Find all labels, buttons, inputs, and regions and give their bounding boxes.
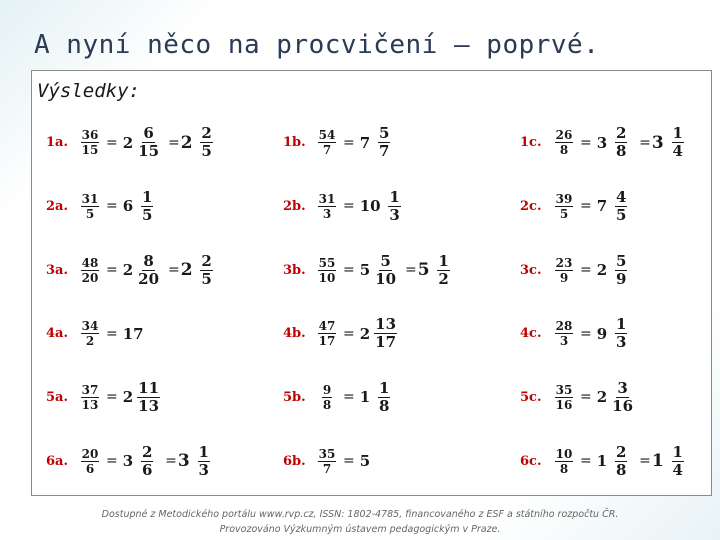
simplified-fraction (434, 253, 454, 288)
start-fraction-denominator: 3 (322, 206, 332, 221)
start-fraction-numerator: 34 (81, 319, 99, 334)
mixed-number-whole: 5 (359, 261, 371, 280)
equals-sign: = (106, 198, 118, 215)
mixed-number-whole: 1 (359, 388, 371, 407)
equals-sign: = (580, 325, 592, 342)
exercise-cell (32, 111, 269, 175)
exercise-label: 3c. (520, 262, 542, 278)
start-fraction-numerator: 47 (318, 319, 336, 334)
mixed-number-whole: 10 (359, 197, 381, 216)
start-fraction-denominator: 9 (559, 270, 569, 285)
start-fraction-denominator: 7 (322, 461, 332, 476)
mixed-number-whole: 2 (596, 261, 608, 280)
mixed-number-fraction (137, 189, 157, 224)
exercise-label: 1b. (283, 135, 306, 151)
mixed-number-whole: 9 (596, 324, 608, 343)
mixed-number-fraction-denominator: 3 (615, 333, 627, 352)
start-fraction-denominator: 7 (322, 143, 332, 158)
mixed-number-fraction-denominator: 8 (378, 396, 390, 415)
mixed-number-fraction (374, 316, 397, 351)
start-fraction-denominator: 6 (85, 461, 95, 476)
results-panel (31, 70, 712, 496)
simplified-fraction (668, 125, 688, 160)
simplified-fraction-denominator: 2 (438, 269, 449, 288)
start-fraction (316, 447, 338, 476)
equals-sign: = (639, 453, 651, 470)
simplified-whole: 5 (417, 260, 430, 281)
equals-sign: = (580, 389, 592, 406)
mixed-number-fraction-denominator: 17 (375, 333, 397, 352)
equals-sign: = (343, 325, 355, 342)
simplified-whole: 1 (651, 451, 664, 472)
mixed-number-fraction-numerator: 6 (143, 124, 154, 143)
mixed-number-whole: 2 (122, 261, 134, 280)
simplified-fraction (668, 444, 688, 479)
mixed-number-fraction (137, 444, 157, 479)
start-fraction-numerator: 39 (555, 191, 573, 206)
start-fraction (79, 192, 101, 221)
exercise-grid (32, 111, 713, 493)
simplified-fraction-denominator: 4 (672, 460, 683, 479)
simplified-whole: 2 (180, 132, 193, 153)
start-fraction (316, 319, 338, 348)
mixed-number-fraction (611, 253, 631, 288)
start-fraction (316, 192, 338, 221)
simplified-fraction-numerator: 1 (672, 124, 683, 143)
mixed-number-whole: 5 (359, 452, 371, 471)
start-fraction (316, 256, 338, 285)
simplified-fraction-denominator: 3 (198, 460, 209, 479)
equals-sign: = (343, 453, 355, 470)
exercise-cell (269, 302, 506, 366)
start-fraction-denominator: 8 (559, 461, 569, 476)
footer (0, 507, 720, 537)
exercise-cell (506, 429, 713, 493)
simplified-whole: 3 (177, 451, 190, 472)
exercise-label: 5b. (283, 389, 306, 405)
exercise-label: 4c. (520, 326, 542, 342)
simplified-fraction-numerator: 1 (438, 251, 449, 270)
mixed-number-fraction-denominator: 8 (615, 142, 627, 161)
mixed-number-fraction-denominator: 5 (615, 205, 627, 224)
start-fraction (79, 383, 101, 412)
mixed-number-fraction-denominator: 13 (138, 396, 160, 415)
mixed-number-fraction-denominator: 20 (138, 269, 160, 288)
mixed-number-whole: 2 (596, 388, 608, 407)
start-fraction-numerator: 31 (318, 191, 336, 206)
mixed-number-whole: 7 (359, 133, 371, 152)
equals-sign: = (580, 262, 592, 279)
mixed-number-fraction-numerator: 1 (141, 187, 153, 206)
exercise-cell (32, 302, 269, 366)
simplified-fraction-numerator: 1 (672, 442, 683, 461)
exercise-cell (269, 429, 506, 493)
equals-sign: = (343, 134, 355, 151)
mixed-number-whole: 3 (596, 133, 608, 152)
mixed-number-fraction (137, 380, 160, 415)
mixed-number-fraction-denominator: 10 (375, 269, 397, 288)
equals-sign: = (106, 325, 118, 342)
mixed-number-fraction-numerator: 2 (615, 442, 627, 461)
simplified-fraction-denominator: 5 (201, 269, 212, 288)
mixed-number-fraction-numerator: 4 (615, 187, 627, 206)
mixed-number-fraction (611, 380, 634, 415)
mixed-number-whole: 17 (122, 324, 144, 343)
equals-sign: = (580, 134, 592, 151)
mixed-number-fraction-numerator: 3 (617, 378, 628, 397)
equals-sign: = (580, 198, 592, 215)
start-fraction-denominator: 5 (559, 206, 569, 221)
mixed-number-fraction-denominator: 5 (141, 205, 153, 224)
mixed-number-fraction-denominator: 15 (138, 142, 160, 161)
start-fraction-numerator: 35 (318, 446, 336, 461)
start-fraction-numerator: 28 (555, 319, 573, 334)
start-fraction-numerator: 10 (555, 446, 573, 461)
slide-title: A nyní něco na procvičení – poprvé. (34, 30, 600, 60)
mixed-number-fraction (374, 253, 397, 288)
exercise-cell (269, 238, 506, 302)
simplified-fraction (197, 253, 217, 288)
mixed-number-whole: 2 (122, 388, 134, 407)
start-fraction (79, 128, 101, 157)
equals-sign: = (580, 453, 592, 470)
exercise-label: 6c. (520, 453, 542, 469)
mixed-number-whole: 1 (596, 452, 608, 471)
exercise-label: 6b. (283, 453, 306, 469)
start-fraction-denominator: 16 (555, 397, 573, 412)
mixed-number-fraction-denominator: 9 (615, 269, 627, 288)
exercise-cell (506, 111, 713, 175)
exercise-label: 6a. (46, 453, 68, 469)
mixed-number-fraction (611, 189, 631, 224)
start-fraction-numerator: 35 (555, 382, 573, 397)
exercise-cell (269, 175, 506, 239)
equals-sign: = (106, 134, 118, 151)
start-fraction-numerator: 36 (81, 128, 99, 143)
mixed-number-fraction-numerator: 1 (389, 187, 400, 206)
mixed-number-fraction (374, 380, 394, 415)
exercise-label: 1a. (46, 135, 68, 151)
footer-line-1: Dostupné z Metodického portálu www.rvp.cz, ISSN: 1802-4785, financovaného z ESF a státního rozpočtu ČR. (101, 509, 619, 520)
start-fraction-denominator: 8 (559, 143, 569, 158)
mixed-number-fraction (385, 189, 405, 224)
start-fraction-numerator: 23 (555, 255, 573, 270)
start-fraction-denominator: 3 (559, 334, 569, 349)
start-fraction-denominator: 10 (318, 270, 336, 285)
exercise-cell (506, 238, 713, 302)
start-fraction (553, 192, 575, 221)
mixed-number-fraction-denominator: 6 (141, 460, 153, 479)
start-fraction-numerator: 9 (322, 382, 332, 397)
start-fraction-numerator: 31 (81, 191, 99, 206)
start-fraction-denominator: 5 (85, 206, 95, 221)
mixed-number-fraction-numerator: 1 (378, 378, 390, 397)
exercise-label: 2b. (283, 198, 306, 214)
mixed-number-fraction-numerator: 11 (138, 378, 160, 397)
start-fraction (316, 383, 338, 412)
simplified-whole: 3 (651, 132, 664, 153)
start-fraction (79, 319, 101, 348)
mixed-number-fraction (611, 316, 631, 351)
exercise-label: 5c. (520, 389, 542, 405)
mixed-number-fraction-numerator: 1 (615, 315, 627, 334)
equals-sign: = (168, 262, 180, 279)
equals-sign: = (165, 453, 177, 470)
equals-sign: = (168, 134, 180, 151)
mixed-number-fraction-numerator: 5 (380, 251, 391, 270)
start-fraction-numerator: 55 (318, 255, 336, 270)
exercise-cell (32, 366, 269, 430)
start-fraction (553, 256, 575, 285)
start-fraction-denominator: 13 (81, 397, 99, 412)
equals-sign: = (639, 134, 651, 151)
start-fraction (553, 128, 575, 157)
exercise-cell (269, 366, 506, 430)
start-fraction-numerator: 48 (81, 255, 99, 270)
exercise-cell (506, 175, 713, 239)
mixed-number-fraction-denominator: 8 (615, 460, 627, 479)
exercise-cell (32, 238, 269, 302)
start-fraction (553, 447, 575, 476)
simplified-fraction-denominator: 4 (672, 142, 683, 161)
mixed-number-fraction (137, 125, 160, 160)
simplified-fraction (194, 444, 214, 479)
exercise-label: 5a. (46, 389, 68, 405)
simplified-fraction-numerator: 2 (201, 251, 212, 270)
mixed-number-fraction (611, 444, 631, 479)
mixed-number-fraction (374, 125, 394, 160)
equals-sign: = (343, 198, 355, 215)
mixed-number-fraction-numerator: 8 (143, 251, 154, 270)
exercise-cell (506, 302, 713, 366)
start-fraction (316, 128, 338, 157)
mixed-number-fraction-numerator: 2 (615, 124, 627, 143)
footer-line-2: Provozováno Výzkumným ústavem pedagogickým v Praze. (219, 524, 501, 535)
mixed-number-fraction-numerator: 13 (375, 315, 397, 334)
mixed-number-whole: 2 (122, 133, 134, 152)
start-fraction-denominator: 20 (81, 270, 99, 285)
exercise-cell (506, 366, 713, 430)
simplified-whole: 2 (180, 260, 193, 281)
exercise-label: 1c. (520, 135, 542, 151)
start-fraction-numerator: 54 (318, 128, 336, 143)
mixed-number-fraction (611, 125, 631, 160)
exercise-label: 3b. (283, 262, 306, 278)
start-fraction (553, 319, 575, 348)
equals-sign: = (343, 389, 355, 406)
equals-sign: = (405, 262, 417, 279)
start-fraction-denominator: 8 (322, 397, 332, 412)
mixed-number-whole: 6 (122, 197, 134, 216)
equals-sign: = (106, 389, 118, 406)
exercise-label: 2a. (46, 198, 68, 214)
exercise-cell (269, 111, 506, 175)
start-fraction-denominator: 17 (318, 334, 336, 349)
mixed-number-whole: 3 (122, 452, 134, 471)
mixed-number-fraction-numerator: 5 (378, 124, 390, 143)
start-fraction (553, 383, 575, 412)
mixed-number-whole: 7 (596, 197, 608, 216)
mixed-number-fraction-numerator: 2 (141, 442, 153, 461)
mixed-number-fraction-numerator: 5 (615, 251, 627, 270)
exercise-label: 4a. (46, 326, 68, 342)
simplified-fraction-numerator: 2 (201, 124, 212, 143)
mixed-number-fraction-denominator: 7 (378, 142, 390, 161)
exercise-cell (32, 175, 269, 239)
simplified-fraction-numerator: 1 (198, 442, 209, 461)
start-fraction-denominator: 2 (85, 334, 95, 349)
mixed-number-fraction-denominator: 16 (612, 396, 634, 415)
equals-sign: = (343, 262, 355, 279)
simplified-fraction-denominator: 5 (201, 142, 212, 161)
mixed-number-whole: 2 (359, 324, 371, 343)
equals-sign: = (106, 453, 118, 470)
simplified-fraction (197, 125, 217, 160)
results-heading: Výsledky: (37, 80, 140, 102)
start-fraction (79, 447, 101, 476)
exercise-cell (32, 429, 269, 493)
exercise-label: 2c. (520, 198, 542, 214)
start-fraction-numerator: 37 (81, 382, 99, 397)
start-fraction-numerator: 26 (555, 128, 573, 143)
mixed-number-fraction-denominator: 3 (389, 205, 400, 224)
equals-sign: = (106, 262, 118, 279)
start-fraction (79, 256, 101, 285)
mixed-number-fraction (137, 253, 160, 288)
start-fraction-denominator: 15 (81, 143, 99, 158)
exercise-label: 4b. (283, 326, 306, 342)
start-fraction-numerator: 20 (81, 446, 99, 461)
exercise-label: 3a. (46, 262, 68, 278)
